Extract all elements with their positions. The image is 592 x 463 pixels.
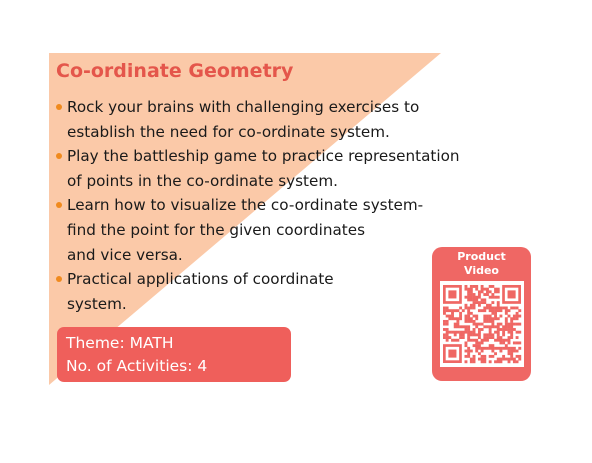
product-video-label: Product Video — [457, 250, 506, 277]
list-item — [52, 95, 532, 144]
theme-label: Theme: MATH — [66, 334, 174, 352]
product-video-card[interactable] — [432, 247, 531, 381]
page-title: Co-ordinate Geometry — [56, 60, 294, 82]
activities-count: No. of Activities: 4 — [66, 357, 208, 375]
qr-code-icon[interactable] — [440, 281, 524, 367]
list-item-text: Practical applications of coordinate system. — [67, 270, 334, 313]
list-item-text: Play the battleship game to practice representation of points in the co-ordinate system. — [67, 147, 460, 190]
list-item-text: Rock your brains with challenging exercises to establish the need for co-ordinate system. — [67, 98, 420, 141]
list-item-text: Learn how to visualize the co-ordinate system- find the point for the given coordinates and vice versa. — [67, 196, 424, 264]
list-item — [52, 144, 532, 193]
theme-info-box — [57, 327, 291, 382]
